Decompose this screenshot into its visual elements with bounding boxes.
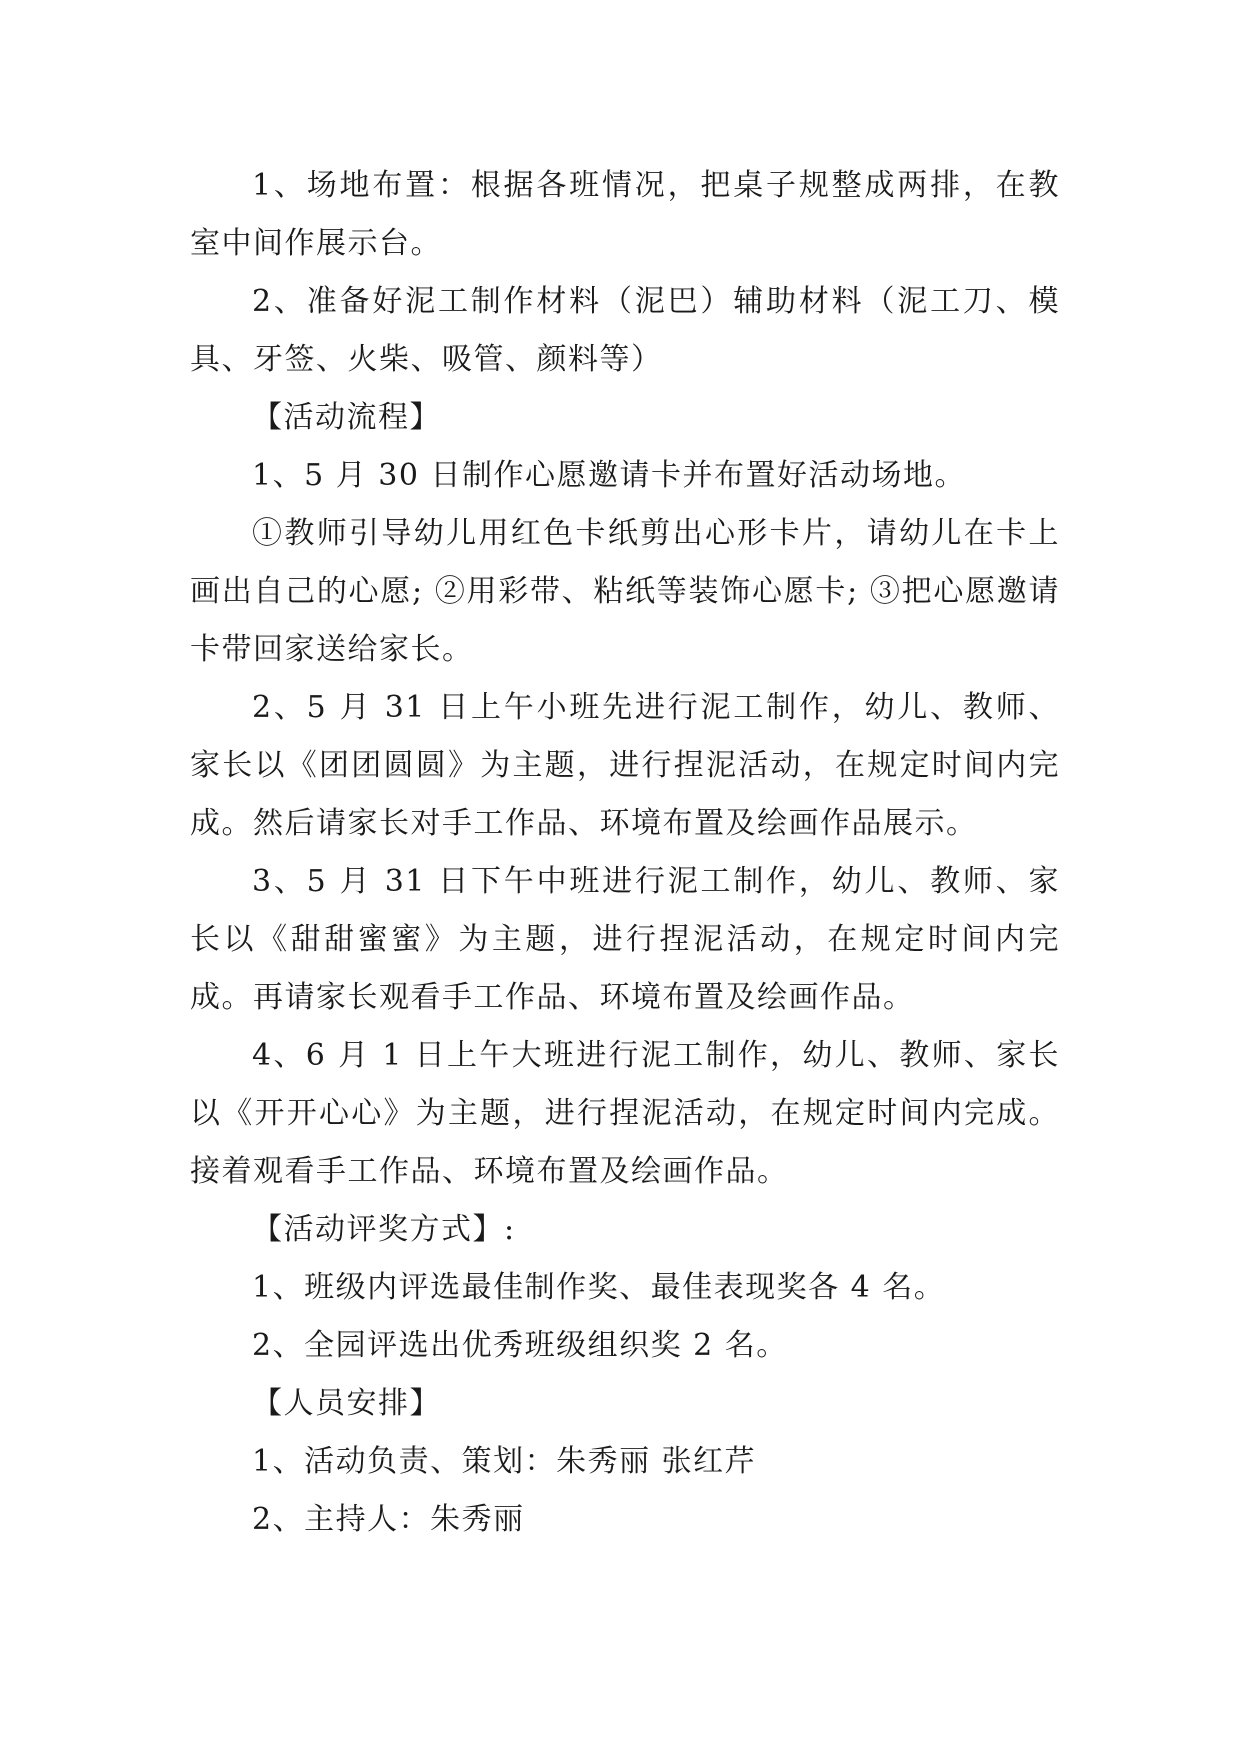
paragraph-staff-planner: 1、活动负责、策划：朱秀丽 张红芹 <box>252 1444 757 1479</box>
paragraph-step-1-details: ①教师引导幼儿用红色卡纸剪出心形卡片，请幼儿在卡上画出自己的心愿; ②用彩带、粘纸等装饰心愿卡; ③把心愿邀请卡带回家送给家长。 <box>190 516 1060 667</box>
paragraph-award-1: 1、班级内评选最佳制作奖、最佳表现奖各 4 名。 <box>252 1270 946 1305</box>
paragraph-materials: 2、准备好泥工制作材料（泥巴）辅助材料（泥工刀、模具、牙签、火柴、吸管、颜料等） <box>190 284 1060 377</box>
paragraph-step-1: 1、5 月 30 日制作心愿邀请卡并布置好活动场地。 <box>252 458 966 493</box>
paragraph-step-3: 3、5 月 31 日下午中班进行泥工制作，幼儿、教师、家长以《甜甜蜜蜜》为主题，进行捏泥活动，在规定时间内完成。再请家长观看手工作品、环境布置及绘画作品。 <box>190 864 1060 1015</box>
section-heading-activity-process: 【活动流程】 <box>252 400 441 435</box>
paragraph-step-4: 4、6 月 1 日上午大班进行泥工制作，幼儿、教师、家长以《开开心心》为主题，进行捏泥活动，在规定时间内完成。接着观看手工作品、环境布置及绘画作品。 <box>190 1038 1060 1189</box>
paragraph-step-2: 2、5 月 31 日上午小班先进行泥工制作，幼儿、教师、家长以《团团圆圆》为主题，进行捏泥活动，在规定时间内完成。然后请家长对手工作品、环境布置及绘画作品展示。 <box>190 690 1060 841</box>
section-heading-staffing: 【人员安排】 <box>252 1386 441 1421</box>
paragraph-staff-host: 2、主持人：朱秀丽 <box>252 1502 525 1537</box>
section-heading-award-method: 【活动评奖方式】: <box>252 1212 516 1247</box>
paragraph-award-2: 2、全园评选出优秀班级组织奖 2 名。 <box>252 1328 788 1363</box>
document-body <box>190 157 1060 1549</box>
paragraph-venue-setup: 1、场地布置：根据各班情况，把桌子规整成两排，在教室中间作展示台。 <box>190 168 1060 261</box>
